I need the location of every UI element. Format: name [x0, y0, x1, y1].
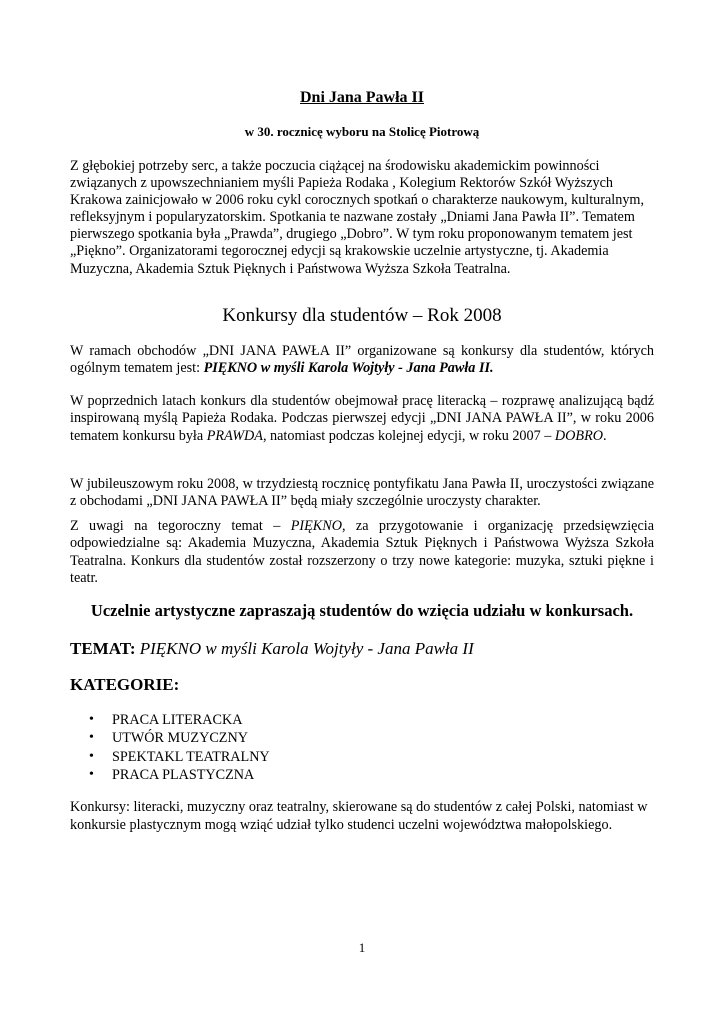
page-title: Dni Jana Pawła II — [299, 89, 425, 106]
categories-heading: KATEGORIE: — [70, 675, 180, 694]
closing-paragraph: Konkursy: literacki, muzyczny oraz teatralny, skierowane są do studentów z całej Polski, natomiast w konkursie plastycznym mogą wziąć udział tylko studenci uczelni województwa małopolskiego. — [70, 799, 648, 833]
list-item — [70, 766, 270, 784]
category-label: PRACA LITERACKA — [112, 712, 243, 728]
list-item — [70, 711, 270, 729]
theme-emphasis: PIĘKNO w myśli Karola Wojtyły - Jana Pawła II. — [203, 360, 494, 377]
bullet-icon: • — [89, 730, 94, 746]
paragraph-organizers — [70, 518, 654, 588]
paragraph-jubilee: W jubileuszowym roku 2008, w trzydziestą rocznicę pontyfikatu Jana Pawła II, uroczystości związane z obchodami „DNI JANA PAWŁA II” będą miały szczególnie uroczysty charakter. — [70, 476, 654, 510]
paragraph-text: Z uwagi na tegoroczny temat – — [70, 518, 291, 534]
theme-piekno: PIĘKNO — [290, 518, 342, 534]
paragraph-text: , natomiast podczas kolejnej edycji, w roku 2007 – — [262, 427, 555, 444]
theme-line — [70, 638, 670, 660]
theme-value: PIĘKNO w myśli Karola Wojtyły - Jana Pawła II — [135, 639, 474, 658]
paragraph-previous-years — [70, 393, 654, 445]
list-item — [70, 729, 270, 747]
bullet-icon: • — [89, 748, 94, 764]
page-subtitle: w 30. rocznicę wyboru na Stolicę Piotrową — [244, 124, 480, 139]
paragraph-text: , za przygotowanie i organizację przedsięwzięcia odpowiedzialne są: Akademia Muzyczna, Akademia Sztuk Pięknych i Państwowa Wyższa Szkoła Teatralna. Konkurs dla studentów został rozszerzony o trzy nowe kategorie: muzyka, sztuki piękne i teatr. — [70, 518, 654, 587]
category-label: SPEKTAKL TEATRALNY — [112, 748, 270, 765]
paragraph-text: W poprzednich latach konkurs dla studentów obejmował pracę literacką – rozprawę analizującą bądź inspirowaną myślą Papieża Rodaka. Podczas pierwszej edycji „DNI JANA PAWŁA II”, w roku 2006 tematem konkursu była — [70, 393, 654, 444]
theme-prawda: PRAWDA — [206, 427, 263, 444]
category-label: UTWÓR MUZYCZNY — [112, 730, 248, 747]
theme-label: TEMAT: — [70, 639, 136, 658]
paragraph-text: . — [602, 427, 607, 444]
list-item — [70, 748, 270, 766]
paragraph-competitions-intro — [70, 343, 654, 378]
categories-list — [70, 711, 270, 784]
section-heading: Konkursy dla studentów – Rok 2008 — [222, 305, 502, 326]
bullet-icon: • — [89, 766, 94, 782]
page-number: 1 — [358, 940, 366, 955]
theme-dobro: DOBRO — [554, 427, 603, 444]
paragraph-text: W ramach obchodów „DNI JANA PAWŁA II” organizowane są konkursy dla studentów, których ogólnym tematem jest: — [70, 343, 654, 377]
bullet-icon: • — [89, 712, 94, 727]
category-label: PRACA PLASTYCZNA — [112, 766, 255, 783]
intro-paragraph: Z głębokiej potrzeby serc, a także poczucia ciążącej na środowisku akademickim powinności związanych z upowszechnianiem myśli Papieża Rodaka , Kolegium Rektorów Szkół Wyższych Krakowa zainicjowało w 2006 roku cykl corocznych spotkań o charakterze naukowym, kulturalnym, refleksyjnym i popularyzatorskim. Spotkania te nazwane zostały „Dniami Jana Pawła II”. Tematem pierwszego spotkania była „Prawda”, drugiego „Dobro”. W tym roku proponowanym tematem jest „Piękno”. Organizatorami tegorocznej edycji są krakowskie uczelnie artystyczne, tj. Akademia Muzyczna, Akademia Sztuk Pięknych i Państwowa Wyższa Szkoła Teatralna. — [70, 158, 645, 277]
invitation-heading: Uczelnie artystyczne zapraszają studentów do wzięcia udziału w konkursach. — [90, 601, 634, 620]
